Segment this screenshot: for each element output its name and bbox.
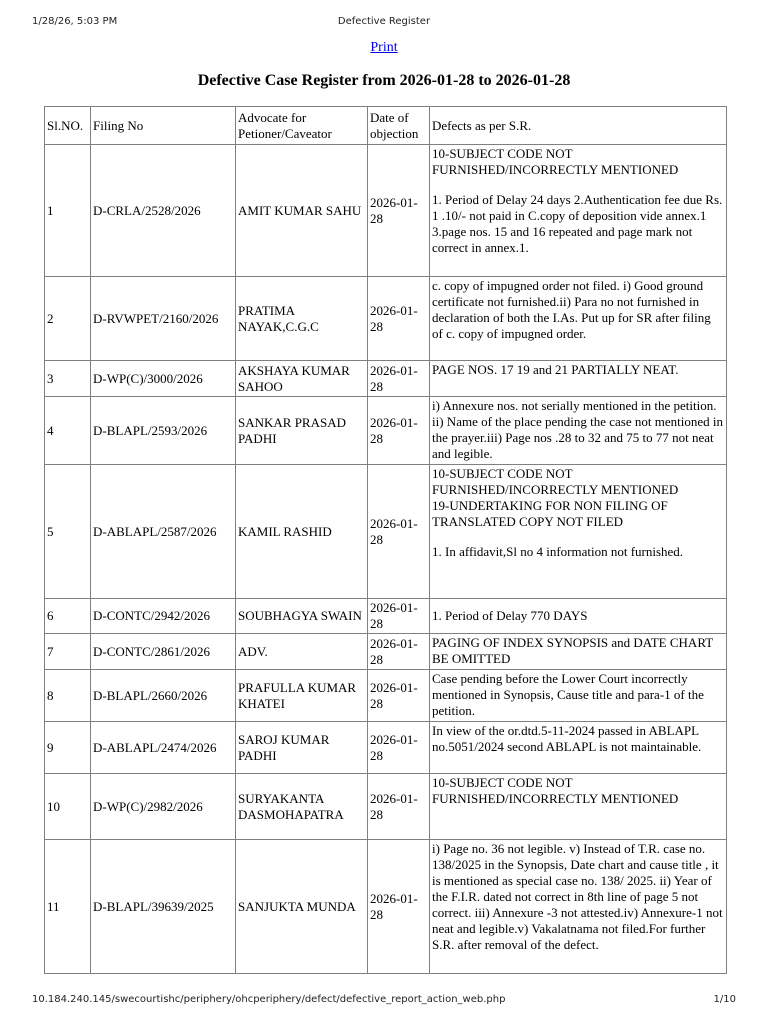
table-row xyxy=(45,277,727,361)
header-sl-no: Sl.NO. xyxy=(45,107,91,145)
cell-filing-no: D-ABLAPL/2474/2026 xyxy=(91,722,236,774)
cell-advocate: SOUBHAGYA SWAIN xyxy=(236,599,368,634)
cell-advocate: SURYAKANTA DASMOHAPATRA xyxy=(236,774,368,840)
table-row xyxy=(45,599,727,634)
print-link-container xyxy=(0,40,768,56)
cell-date: 2026-01-28 xyxy=(368,774,430,840)
page-number: 1/10 xyxy=(713,994,736,1005)
cell-defects: PAGING OF INDEX SYNOPSIS and DATE CHART BE OMITTED xyxy=(430,634,727,670)
cell-sl-no: 9 xyxy=(45,722,91,774)
defect-details: 1. In affidavit,Sl no 4 information not furnished. xyxy=(432,544,684,559)
table-row xyxy=(45,145,727,277)
cell-defects xyxy=(430,145,727,277)
cell-sl-no: 8 xyxy=(45,670,91,722)
cell-date: 2026-01-28 xyxy=(368,840,430,974)
cell-sl-no: 7 xyxy=(45,634,91,670)
defect-details: 1. Period of Delay 24 days 2.Authentication fee due Rs. 1 .10/- not paid in C.copy of deposition vide annex.1 3.page nos. 15 and 16 repeated and page mark not correct in annex.1. xyxy=(432,192,723,255)
table-row xyxy=(45,634,727,670)
print-link[interactable]: Print xyxy=(370,40,398,55)
defect-subject-code: 10-SUBJECT CODE NOT FURNISHED/INCORRECTLY MENTIONED xyxy=(432,146,679,177)
cell-sl-no: 1 xyxy=(45,145,91,277)
defective-register-table xyxy=(44,106,727,974)
cell-date: 2026-01-28 xyxy=(368,465,430,599)
cell-filing-no: D-CONTC/2942/2026 xyxy=(91,599,236,634)
cell-date: 2026-01-28 xyxy=(368,277,430,361)
cell-advocate: PRAFULLA KUMAR KHATEI xyxy=(236,670,368,722)
cell-filing-no: D-CONTC/2861/2026 xyxy=(91,634,236,670)
cell-date: 2026-01-28 xyxy=(368,722,430,774)
browser-page-title: Defective Register xyxy=(337,16,431,27)
cell-defects: Case pending before the Lower Court incorrectly mentioned in Synopsis, Cause title and para-1 of the petition. xyxy=(430,670,727,722)
cell-defects: 1. Period of Delay 770 DAYS xyxy=(430,599,727,634)
cell-sl-no: 5 xyxy=(45,465,91,599)
cell-sl-no: 3 xyxy=(45,361,91,397)
browser-url: 10.184.240.145/swecourtishc/periphery/ohcperiphery/defect/defective_report_action_web.php xyxy=(32,994,506,1005)
cell-defects: PAGE NOS. 17 19 and 21 PARTIALLY NEAT. xyxy=(430,361,727,397)
cell-defects: In view of the or.dtd.5-11-2024 passed in ABLAPL no.5051/2024 second ABLAPL is not maintainable. xyxy=(430,722,727,774)
cell-sl-no: 10 xyxy=(45,774,91,840)
cell-advocate: SAROJ KUMAR PADHI xyxy=(236,722,368,774)
cell-sl-no: 2 xyxy=(45,277,91,361)
page-title: Defective Case Register from 2026-01-28 to 2026-01-28 xyxy=(197,72,571,89)
cell-advocate: ADV. xyxy=(236,634,368,670)
cell-date: 2026-01-28 xyxy=(368,145,430,277)
cell-defects: 10-SUBJECT CODE NOT FURNISHED/INCORRECTLY MENTIONED xyxy=(430,774,727,840)
header-defects: Defects as per S.R. xyxy=(430,107,727,145)
cell-filing-no: D-RVWPET/2160/2026 xyxy=(91,277,236,361)
table-row xyxy=(45,397,727,465)
cell-sl-no: 11 xyxy=(45,840,91,974)
cell-filing-no: D-CRLA/2528/2026 xyxy=(91,145,236,277)
cell-date: 2026-01-28 xyxy=(368,361,430,397)
cell-filing-no: D-BLAPL/39639/2025 xyxy=(91,840,236,974)
cell-advocate: PRATIMA NAYAK,C.G.C xyxy=(236,277,368,361)
cell-defects xyxy=(430,465,727,599)
cell-date: 2026-01-28 xyxy=(368,397,430,465)
cell-advocate: AKSHAYA KUMAR SAHOO xyxy=(236,361,368,397)
table-row xyxy=(45,361,727,397)
table-row xyxy=(45,465,727,599)
cell-date: 2026-01-28 xyxy=(368,599,430,634)
cell-filing-no: D-BLAPL/2660/2026 xyxy=(91,670,236,722)
table-row xyxy=(45,840,727,974)
cell-sl-no: 4 xyxy=(45,397,91,465)
browser-timestamp: 1/28/26, 5:03 PM xyxy=(32,16,118,27)
cell-date: 2026-01-28 xyxy=(368,634,430,670)
cell-sl-no: 6 xyxy=(45,599,91,634)
cell-filing-no: D-ABLAPL/2587/2026 xyxy=(91,465,236,599)
table-row xyxy=(45,670,727,722)
cell-filing-no: D-BLAPL/2593/2026 xyxy=(91,397,236,465)
cell-date: 2026-01-28 xyxy=(368,670,430,722)
cell-advocate: SANKAR PRASAD PADHI xyxy=(236,397,368,465)
cell-advocate: AMIT KUMAR SAHU xyxy=(236,145,368,277)
defect-subject-code: 10-SUBJECT CODE NOT FURNISHED/INCORRECTLY MENTIONED xyxy=(432,466,679,497)
defect-undertaking: 19-UNDERTAKING FOR NON FILING OF TRANSLATED COPY NOT FILED xyxy=(432,498,668,529)
cell-defects: c. copy of impugned order not filed. i) Good ground certificate not furnished.ii) Para no not furnished in declaration of both the I.As. Put up for SR after filing of c. copy of impugned order. xyxy=(430,277,727,361)
header-advocate: Advocate for Petioner/Caveator xyxy=(236,107,368,145)
table-header-row xyxy=(45,107,727,145)
header-filing-no: Filing No xyxy=(91,107,236,145)
cell-defects: i) Page no. 36 not legible. v) Instead of T.R. case no. 138/2025 in the Synopsis, Date chart and cause title , it is mentioned as special case no. 138/ 2025. ii) Year of the F.I.R. dated not correct in 8th line of page 5 not correct. iii) Annexure -3 not attested.iv) Annexure-1 not neat and legible.v) Vakalatnama not filed.For further S.R. after removal of the defect. xyxy=(430,840,727,974)
cell-advocate: KAMIL RASHID xyxy=(236,465,368,599)
cell-advocate: SANJUKTA MUNDA xyxy=(236,840,368,974)
cell-defects: i) Annexure nos. not serially mentioned in the petition. ii) Name of the place pending the case not mentioned in the prayer.iii) Page nos .28 to 32 and 75 to 77 not neat and legible. xyxy=(430,397,727,465)
cell-filing-no: D-WP(C)/2982/2026 xyxy=(91,774,236,840)
table-row xyxy=(45,774,727,840)
cell-filing-no: D-WP(C)/3000/2026 xyxy=(91,361,236,397)
table-row xyxy=(45,722,727,774)
header-date-of-objection: Date of objection xyxy=(368,107,430,145)
